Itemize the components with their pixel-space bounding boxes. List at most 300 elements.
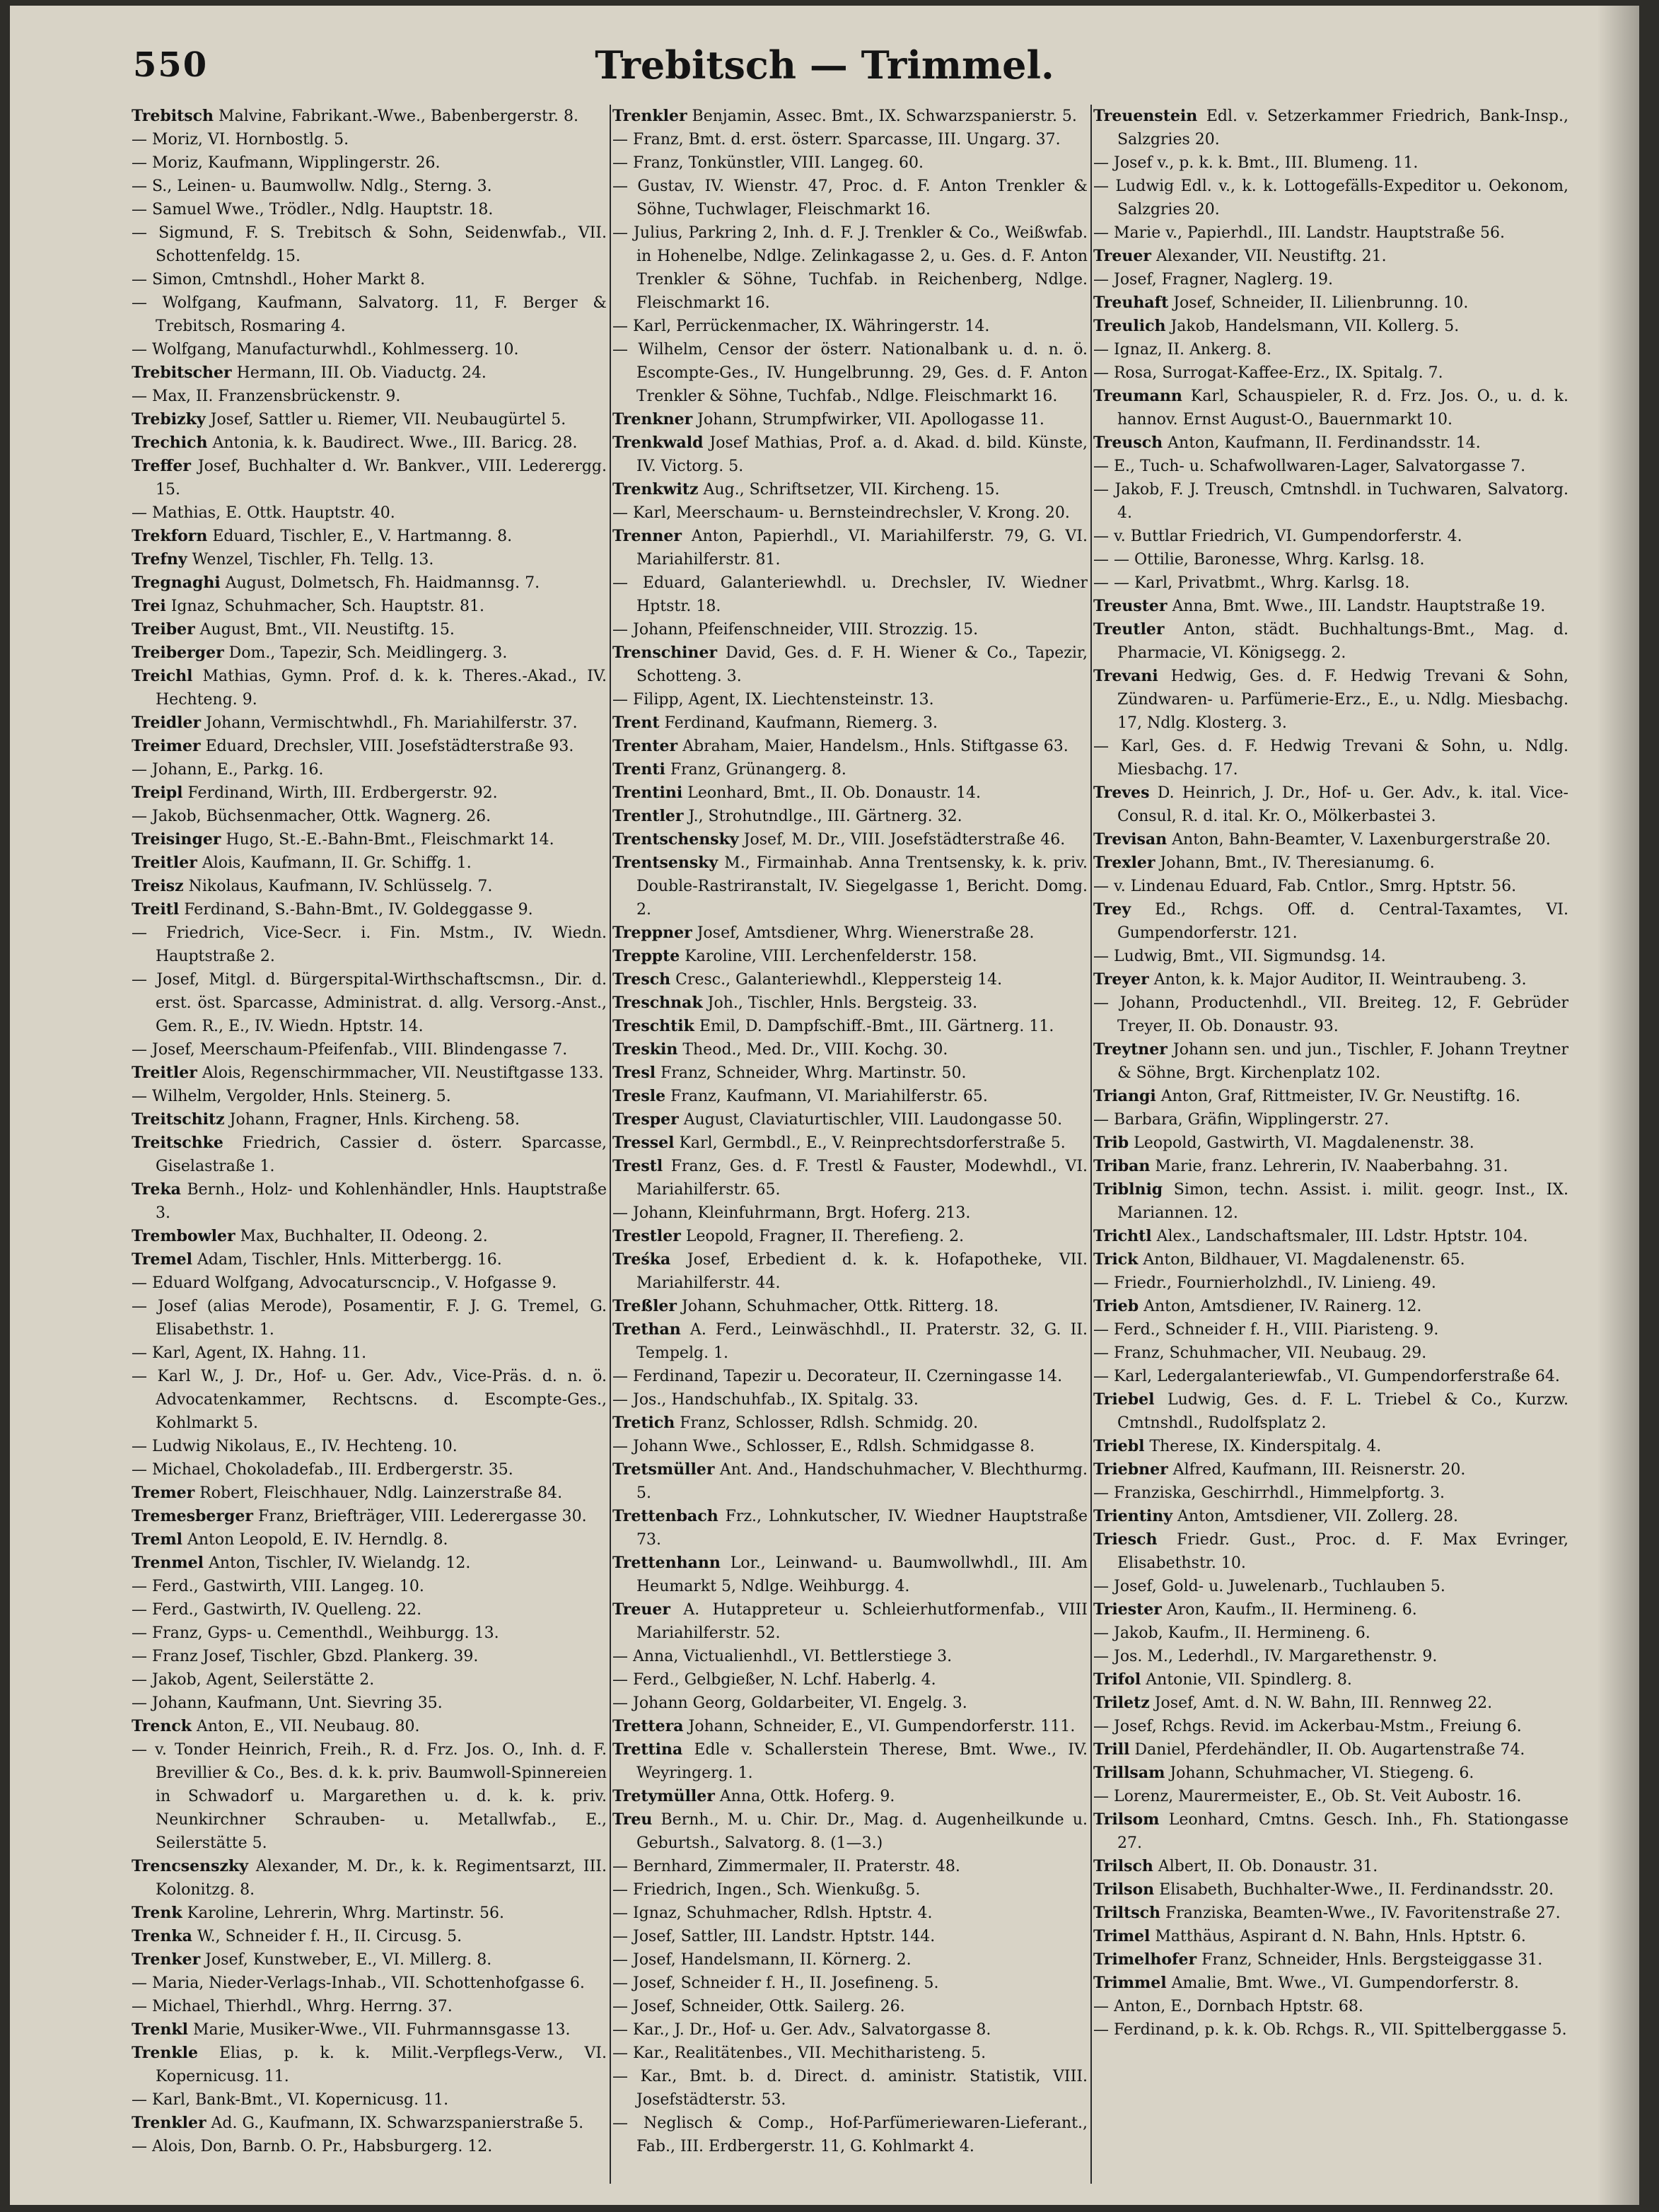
directory-entry [132, 2135, 607, 2158]
directory-entry [1093, 991, 1568, 1038]
entry-surname: Trick [1093, 1250, 1139, 1269]
entry-surname: Treuer [612, 1600, 670, 1619]
entry-surname: Triebel [1093, 1390, 1155, 1409]
directory-entry [612, 1225, 1088, 1248]
entry-details: — Barbara, Gräfin, Wipplingerstr. 27. [1093, 1111, 1390, 1129]
entry-surname: Trenkler [612, 107, 687, 125]
entry-surname: Trefny [132, 550, 187, 569]
directory-entry [1093, 968, 1568, 991]
entry-details: Friedr. Gust., Proc. d. F. Max Evringer, Elisabethstr. 10. [1117, 1531, 1568, 1572]
entry-details: Josef Mathias, Prof. a. d. Akad. d. bild. Künste, IV. Victorg. 5. [636, 434, 1088, 475]
directory-entry [612, 1972, 1088, 1995]
directory-entry [612, 1365, 1088, 1388]
entry-details: August, Bmt., VII. Neustiftg. 15. [194, 621, 455, 639]
page-number: 550 [133, 45, 209, 85]
entry-details: Marie, franz. Lehrerin, IV. Naaberbahng. 31. [1150, 1158, 1508, 1175]
directory-entry [612, 851, 1088, 921]
directory-entry [1093, 105, 1568, 151]
entry-details: — Friedr., Fournierholzhdl., IV. Linieng. 49. [1093, 1274, 1436, 1292]
entry-surname: Treves [1093, 784, 1150, 802]
entry-details: Hugo, St.-E.-Bahn-Bmt., Fleischmarkt 14. [221, 831, 554, 849]
directory-entry [1093, 1645, 1568, 1668]
entry-surname: Tresper [612, 1110, 679, 1129]
directory-entry [1093, 1972, 1568, 1995]
entry-details: — Rosa, Surrogat-Kaffee-Erz., IX. Spitalg. 7. [1093, 364, 1443, 382]
directory-entry [132, 431, 607, 455]
directory-entry [132, 1972, 607, 1995]
directory-entry [132, 1902, 607, 1925]
entry-details: — Franz, Tonkünstler, VIII. Langeg. 60. [612, 154, 924, 172]
directory-entry [612, 1715, 1088, 1738]
entry-details: — — Karl, Privatbmt., Whrg. Karlsg. 18. [1093, 574, 1410, 592]
entry-surname: Treutler [1093, 620, 1165, 639]
entry-surname: Trenka [132, 1927, 192, 1945]
entry-details: M., Firmainhab. Anna Trentsensky, k. k. priv. Double-Rastriranstalt, IV. Siegelgasse 1, Bericht. Domg. 2. [636, 854, 1088, 919]
entry-surname: Triester [1093, 1600, 1162, 1619]
directory-entry [612, 991, 1088, 1015]
entry-surname: Treppner [612, 924, 692, 942]
entry-details: — Karl, Agent, IX. Hahng. 11. [132, 1344, 367, 1362]
entry-details: — Franz, Gyps- u. Cementhdl., Weihburgg. 13. [132, 1624, 499, 1642]
entry-surname: Trettenhann [612, 1554, 721, 1572]
entry-surname: Triletz [1093, 1694, 1150, 1712]
entry-details: Bernh., Holz- und Kohlenhändler, Hnls. Hauptstraße 3. [156, 1181, 607, 1222]
entry-surname: Treitler [132, 854, 197, 872]
directory-entry [132, 1552, 607, 1575]
entry-details: — Jos. M., Lederhdl., IV. Margarethenstr. 9. [1093, 1648, 1438, 1665]
entry-details: — Jos., Handschuhfab., IX. Spitalg. 33. [612, 1391, 919, 1409]
directory-entry [132, 2112, 607, 2135]
entry-surname: Trilsch [1093, 1857, 1153, 1875]
entry-details: Joh., Tischler, Hnls. Bergsteig. 33. [702, 994, 978, 1012]
directory-entry [612, 1015, 1088, 1038]
directory-entry [612, 968, 1088, 991]
entry-details: — Josef, Meerschaum-Pfeifenfab., VIII. Blindengasse 7. [132, 1041, 568, 1059]
entry-details: — Jakob, Büchsenmacher, Ottk. Wagnerg. 26. [132, 808, 491, 825]
entry-details: Franz, Schneider, Whrg. Martinstr. 50. [656, 1064, 967, 1082]
entry-details: — Moriz, VI. Hornbostlg. 5. [132, 131, 349, 149]
entry-details: August, Dolmetsch, Fh. Haidmannsg. 7. [220, 574, 540, 592]
directory-entry [612, 1155, 1088, 1201]
entry-surname: Trenschiner [612, 644, 718, 662]
directory-entry [132, 758, 607, 781]
directory-entry [132, 1271, 607, 1295]
entry-details: — Franz, Schuhmacher, VII. Neubaug. 29. [1093, 1344, 1427, 1362]
entry-details: — Johann Georg, Goldarbeiter, VI. Engelg. 3. [612, 1694, 967, 1712]
directory-entry [612, 128, 1088, 151]
directory-entry [1093, 851, 1568, 875]
directory-entry [132, 781, 607, 805]
directory-entry [132, 1855, 607, 1902]
entry-surname: Treisinger [132, 830, 221, 849]
entry-details: Leopold, Fragner, II. Therefieng. 2. [680, 1228, 965, 1245]
entry-surname: Trestl [612, 1157, 663, 1175]
entry-details: Anton, städt. Buchhaltungs-Bmt., Mag. d. Pharmacie, VI. Königsegg. 2. [1117, 621, 1568, 662]
entry-surname: Trestler [612, 1227, 681, 1245]
directory-entry [1093, 1295, 1568, 1318]
directory-entry [132, 1131, 607, 1178]
entry-surname: Trilson [1093, 1880, 1155, 1899]
entry-details: — v. Buttlar Friedrich, VI. Gumpendorferstr. 4. [1093, 528, 1462, 545]
entry-surname: Trettera [612, 1717, 684, 1735]
entry-details: — Max, II. Franzensbrückenstr. 9. [132, 388, 401, 405]
directory-entry [612, 1388, 1088, 1411]
directory-entry [1093, 291, 1568, 315]
entry-details: Alois, Kaufmann, II. Gr. Schiffg. 1. [197, 854, 472, 872]
entry-details: — Ferd., Schneider f. H., VIII. Piaristeng. 9. [1093, 1321, 1439, 1339]
entry-details: — Ludwig, Bmt., VII. Sigmundsg. 14. [1093, 948, 1386, 965]
entry-surname: Treipl [132, 784, 183, 802]
entry-details: — Franz Josef, Tischler, Gbzd. Plankerg. 39. [132, 1648, 479, 1665]
directory-entry [612, 1995, 1088, 2018]
entry-surname: Trimelhofer [1093, 1950, 1197, 1969]
entry-details: Anton, Bildhauer, VI. Magdalenenstr. 65. [1138, 1251, 1465, 1269]
entry-surname: Treiberger [132, 644, 224, 662]
directory-entry [612, 1201, 1088, 1225]
directory-entry [612, 1692, 1088, 1715]
entry-details: — Ignaz, Schuhmacher, Rdlsh. Hptstr. 4. [612, 1904, 933, 1922]
entry-details: — Simon, Cmtnshdl., Hoher Markt 8. [132, 271, 426, 289]
entry-details: — Julius, Parkring 2, Inh. d. F. J. Trenkler & Co., Weißwfab. in Hohenelbe, Ndlge. Zelinkagasse 2, u. Ges. d. F. Anton Trenkler & Söhne, Tuchfab. in Reichenberg, Ndlge. Fleischmarkt 16. [612, 224, 1088, 312]
directory-entry [1093, 1155, 1568, 1178]
column-divider [610, 105, 611, 2184]
entry-surname: Trencsenszky [132, 1857, 249, 1875]
directory-entry [612, 828, 1088, 851]
directory-entry [132, 291, 607, 338]
entry-surname: Treusch [1093, 433, 1163, 452]
entry-details: Johann, Schuhmacher, Ottk. Ritterg. 18. [677, 1298, 999, 1315]
entry-details: Josef, M. Dr., VIII. Josefstädterstraße 46. [738, 831, 1066, 849]
entry-details: Anton, Papierhdl., VI. Mariahilferstr. 79, G. VI. Mariahilferstr. 81. [636, 528, 1088, 569]
entry-details: Alfred, Kaufmann, III. Reisnerstr. 20. [1168, 1461, 1466, 1479]
entry-details: Anna, Ottk. Hoferg. 9. [714, 1788, 895, 1805]
entry-details: — Anna, Victualienhdl., VI. Bettlerstiege 3. [612, 1648, 953, 1665]
directory-entry [132, 618, 607, 641]
entry-details: Max, Buchhalter, II. Odeong. 2. [235, 1228, 488, 1245]
column-1 [132, 105, 607, 2191]
directory-entry [1093, 525, 1568, 548]
directory-entry [1093, 1902, 1568, 1925]
entry-details: — — Ottilie, Baronesse, Whrg. Karlsg. 18. [1093, 551, 1425, 569]
directory-entry [132, 268, 607, 291]
entry-details: Cresc., Galanteriewhdl., Kleppersteig 14. [670, 971, 1003, 989]
directory-entry [132, 1528, 607, 1552]
directory-entry [132, 735, 607, 758]
directory-entry [132, 968, 607, 1038]
directory-entry [132, 898, 607, 921]
directory-entry [1093, 1528, 1568, 1575]
entry-surname: Tregnaghi [132, 574, 221, 592]
entry-details: David, Ges. d. F. H. Wiener & Co., Tapezir, Schotteng. 3. [636, 644, 1088, 685]
directory-entry [1093, 945, 1568, 968]
entry-details: — Franziska, Geschirrhdl., Himmelpfortg. 3. [1093, 1484, 1445, 1502]
directory-entry [1093, 1738, 1568, 1762]
entry-details: — v. Lindenau Eduard, Fab. Cntlor., Smrg. Hptstr. 56. [1093, 878, 1517, 895]
entry-details: — Wolfgang, Kaufmann, Salvatorg. 11, F. Berger & Trebitsch, Rosmaring 4. [132, 294, 607, 335]
entry-details: — Johann, Kaufmann, Unt. Sievring 35. [132, 1694, 443, 1712]
directory-entry [1093, 1131, 1568, 1155]
directory-entry [132, 1435, 607, 1458]
directory-entry [132, 1178, 607, 1225]
directory-entry [1093, 1925, 1568, 1948]
directory-entry [612, 1061, 1088, 1085]
entry-surname: Treśka [612, 1250, 671, 1269]
entry-surname: Trentini [612, 784, 683, 802]
directory-entry [612, 641, 1088, 688]
entry-surname: Trebizky [132, 410, 206, 429]
directory-entry [132, 1085, 607, 1108]
directory-entry [132, 1482, 607, 1505]
entry-details: — Josef, Gold- u. Juwelenarb., Tuchlauben 5. [1093, 1578, 1445, 1595]
entry-details: — Mathias, E. Ottk. Hauptstr. 40. [132, 504, 395, 522]
directory-entry [1093, 1622, 1568, 1645]
entry-details: Antonie, VII. Spindlerg. 8. [1141, 1671, 1352, 1689]
entry-details: Anton, E., VII. Neubaug. 80. [192, 1718, 420, 1735]
directory-entry [612, 1878, 1088, 1902]
directory-entry [612, 1598, 1088, 1645]
directory-entry [612, 1902, 1088, 1925]
directory-entry [1093, 1505, 1568, 1528]
directory-entry [1093, 875, 1568, 898]
entry-surname: Treisz [132, 877, 184, 895]
entry-details: Frz., Lohnkutscher, IV. Wiedner Hauptstraße 73. [636, 1508, 1088, 1549]
directory-entry [1093, 385, 1568, 431]
entry-surname: Tresch [612, 970, 671, 989]
entry-details: Anton, Kaufmann, II. Ferdinandsstr. 14. [1163, 434, 1481, 452]
entry-details: Franziska, Beamten-Wwe., IV. Favoritenstraße 27. [1160, 1904, 1561, 1922]
directory-entry [612, 338, 1088, 408]
entry-surname: Trevani [1093, 667, 1158, 685]
directory-entry [1093, 1855, 1568, 1878]
directory-entry [132, 595, 607, 618]
directory-entry [132, 805, 607, 828]
entry-details: — Ludwig Edl. v., k. k. Lottogefälls-Expeditor u. Oekonom, Salzgries 20. [1093, 177, 1568, 219]
directory-entry [132, 1575, 607, 1598]
entry-details: D. Heinrich, J. Dr., Hof- u. Ger. Adv., k. ital. Vice-Consul, R. d. ital. Kr. O., Mölkerbastei 3. [1117, 784, 1568, 825]
entry-details: Marie, Musiker-Wwe., VII. Fuhrmannsgasse 13. [187, 2021, 571, 2039]
directory-entry [612, 1108, 1088, 1131]
entry-surname: Triban [1093, 1157, 1151, 1175]
directory-entry [612, 1552, 1088, 1598]
entry-surname: Trib [1093, 1134, 1129, 1152]
entry-details: Albert, II. Ob. Donaustr. 31. [1153, 1858, 1378, 1875]
directory-entry [132, 385, 607, 408]
entry-details: Ed., Rchgs. Off. d. Central-Taxamtes, VI. Gumpendorferstr. 121. [1117, 901, 1568, 942]
directory-entry [132, 1925, 607, 1948]
entry-details: Emil, D. Dampfschiff.-Bmt., III. Gärtnerg. 11. [694, 1018, 1054, 1035]
entry-surname: Treimer [132, 737, 201, 755]
entry-details: — E., Tuch- u. Schafwollwaren-Lager, Salvatorgasse 7. [1093, 458, 1526, 475]
directory-entry [132, 1108, 607, 1131]
directory-entry [612, 688, 1088, 711]
entry-surname: Trethan [612, 1320, 681, 1339]
directory-entry [132, 175, 607, 198]
entry-surname: Trenti [612, 760, 665, 779]
entry-details: Hermann, III. Ob. Viaductg. 24. [231, 364, 487, 382]
entry-details: Karl, Schauspieler, R. d. Frz. Jos. O., u. d. k. hannov. Ernst August-O., Bauernmarkt 10. [1117, 388, 1568, 429]
entry-details: Malvine, Fabrikant.-Wwe., Babenbergerstr. 8. [214, 107, 579, 125]
directory-entry [132, 105, 607, 128]
directory-entry [132, 2088, 607, 2112]
entry-details: — Johann Wwe., Schlosser, E., Rdlsh. Schmidgasse 8. [612, 1438, 1035, 1455]
directory-entry [612, 781, 1088, 805]
directory-entry [132, 151, 607, 175]
entry-details: Abraham, Maier, Handelsm., Hnls. Stiftgasse 63. [677, 738, 1069, 755]
entry-surname: Treidler [132, 714, 202, 732]
directory-entry [1093, 571, 1568, 595]
directory-entry [1093, 151, 1568, 175]
directory-entry [612, 618, 1088, 641]
entry-surname: Treppte [612, 947, 680, 965]
directory-entry [612, 1038, 1088, 1061]
entry-surname: Trebitsch [132, 107, 214, 125]
entry-details: — Ferd., Gastwirth, VIII. Langeg. 10. [132, 1578, 424, 1595]
entry-surname: Trenkwald [612, 433, 704, 452]
directory-entry [1093, 548, 1568, 571]
entry-surname: Trenner [612, 527, 682, 545]
directory-entry [132, 1505, 607, 1528]
entry-details: — Gustav, IV. Wienstr. 47, Proc. d. F. Anton Trenkler & Söhne, Tuchwlager, Fleischmarkt 16. [612, 177, 1088, 219]
entry-details: Josef, Schneider, II. Lilienbrunng. 10. [1168, 294, 1469, 312]
directory-entry [132, 221, 607, 268]
entry-details: Lor., Leinwand- u. Baumwollwhdl., III. Am Heumarkt 5, Ndlge. Weihburgg. 4. [636, 1554, 1088, 1595]
entry-details: — Ludwig Nikolaus, E., IV. Hechteng. 10. [132, 1438, 458, 1455]
entry-surname: Treuster [1093, 597, 1168, 615]
column-3 [1093, 105, 1568, 2191]
directory-entry [612, 2112, 1088, 2158]
directory-entry [132, 828, 607, 851]
entry-details: — Josef, Sattler, III. Landstr. Hptstr. 144. [612, 1928, 936, 1945]
entry-surname: Treml [132, 1530, 182, 1549]
entry-surname: Treichl [132, 667, 193, 685]
directory-entry [612, 175, 1088, 221]
entry-details: Theod., Med. Dr., VIII. Kochg. 30. [677, 1041, 948, 1059]
entry-surname: Trei [132, 597, 166, 615]
directory-entry [1093, 1318, 1568, 1341]
running-head: Trebitsch — Trimmel. [595, 42, 1054, 88]
directory-entry [612, 1948, 1088, 1972]
directory-entry [1093, 1248, 1568, 1271]
directory-entry [1093, 478, 1568, 525]
directory-entry [612, 1738, 1088, 1785]
entry-details: Nikolaus, Kaufmann, IV. Schlüsselg. 7. [183, 878, 493, 895]
entry-details: Simon, techn. Assist. i. milit. geogr. Inst., IX. Mariannen. 12. [1117, 1181, 1568, 1222]
directory-entry [1093, 1948, 1568, 1972]
entry-surname: Trifol [1093, 1670, 1141, 1689]
directory-entry [132, 501, 607, 525]
entry-details: — Moriz, Kaufmann, Wipplingerstr. 26. [132, 154, 441, 172]
entry-surname: Treßler [612, 1297, 677, 1315]
entry-details: — Karl, Ges. d. F. Hedwig Trevani & Sohn, u. Ndlg. Miesbachg. 17. [1093, 738, 1568, 779]
entry-details: Anton, k. k. Major Auditor, II. Weintraubeng. 3. [1148, 971, 1527, 989]
entry-details: A. Ferd., Leinwäschhdl., II. Praterstr. 32, G. II. Tempelg. 1. [636, 1321, 1088, 1362]
entry-surname: Treitschitz [132, 1110, 225, 1129]
directory-entry [1093, 1715, 1568, 1738]
directory-entry [1093, 245, 1568, 268]
directory-entry [612, 525, 1088, 571]
entry-details: Bernh., M. u. Chir. Dr., Mag. d. Augenheilkunde u. Geburtsh., Salvatorg. 8. (1—3.) [636, 1811, 1088, 1852]
directory-entry [1093, 2018, 1568, 2042]
directory-entry [132, 1295, 607, 1341]
directory-entry [132, 571, 607, 595]
entry-surname: Trey [1093, 900, 1131, 919]
directory-entry [1093, 1341, 1568, 1365]
entry-details: — Ferd., Gelbgießer, N. Lchf. Haberlg. 4. [612, 1671, 936, 1689]
entry-details: Aug., Schriftsetzer, VII. Kircheng. 15. [698, 481, 1000, 499]
directory-entry [612, 1411, 1088, 1435]
directory-entry [132, 1061, 607, 1085]
directory-entry [1093, 1878, 1568, 1902]
directory-entry [132, 2042, 607, 2088]
entry-details: — Michael, Chokoladefab., III. Erdbergerstr. 35. [132, 1461, 513, 1479]
directory-entry [132, 1341, 607, 1365]
directory-entry [1093, 618, 1568, 665]
entry-details: — Maria, Nieder-Verlags-Inhab., VII. Schottenhofgasse 6. [132, 1974, 585, 1992]
directory-entry [1093, 1808, 1568, 1855]
entry-details: — Josef, Handelsmann, II. Körnerg. 2. [612, 1951, 912, 1969]
entry-details: — Kar., Realitätenbes., VII. Mechitharisteng. 5. [612, 2044, 986, 2062]
entry-details: Leopold, Gastwirth, VI. Magdalenenstr. 38. [1129, 1134, 1474, 1152]
directory-entry [132, 1225, 607, 1248]
entry-details: Johann sen. und jun., Tischler, F. Johann Treytner & Söhne, Brgt. Kirchenplatz 102. [1117, 1041, 1568, 1082]
entry-details: — Samuel Wwe., Trödler., Ndlg. Hauptstr. 18. [132, 201, 494, 219]
directory-entry [1093, 898, 1568, 945]
entry-details: — Josef, Fragner, Naglerg. 19. [1093, 271, 1334, 289]
entry-details: W., Schneider f. H., II. Circusg. 5. [192, 1928, 462, 1945]
directory-entry [612, 1131, 1088, 1155]
column-divider [1090, 105, 1092, 2184]
entry-details: Therese, IX. Kinderspitalg. 4. [1144, 1438, 1382, 1455]
entry-details: — Wilhelm, Censor der österr. Nationalbank u. d. n. ö. Escompte-Ges., IV. Hungelbrunng. 29, Ges. d. F. Anton Trenkler & Söhne, Tuchfab., Ndlge. Fleischmarkt 16. [612, 341, 1088, 405]
entry-surname: Treuenstein [1093, 107, 1198, 125]
directory-entry [132, 455, 607, 501]
entry-details: Wenzel, Tischler, Fh. Tellg. 13. [187, 551, 434, 569]
entry-surname: Trexler [1093, 854, 1156, 872]
entry-details: Benjamin, Assec. Bmt., IX. Schwarzspanierstr. 5. [687, 107, 1077, 125]
entry-surname: Tremel [132, 1250, 192, 1269]
entry-surname: Treulich [1093, 317, 1166, 335]
entry-surname: Trenker [132, 1950, 201, 1969]
entry-surname: Treuer [1093, 247, 1151, 265]
entry-surname: Treitschke [132, 1134, 223, 1152]
entry-details: — Ignaz, II. Ankerg. 8. [1093, 341, 1271, 359]
entry-details: — S., Leinen- u. Baumwollw. Ndlg., Sterng. 3. [132, 177, 492, 195]
entry-details: J., Strohutndlge., III. Gärtnerg. 32. [683, 808, 962, 825]
entry-details: Elias, p. k. k. Milit.-Verpflegs-Verw., VI. Kopernicusg. 11. [156, 2044, 607, 2085]
directory-entry [612, 1248, 1088, 1295]
entry-surname: Trenkwitz [612, 480, 699, 499]
entry-details: Ludwig, Ges. d. F. L. Triebel & Co., Kurzw. Cmtnshdl., Rudolfsplatz 2. [1117, 1391, 1568, 1432]
entry-details: — Johann, Kleinfuhrmann, Brgt. Hoferg. 213. [612, 1204, 971, 1222]
directory-entry [612, 571, 1088, 618]
entry-surname: Trimmel [1093, 1974, 1167, 1992]
entry-surname: Trieb [1093, 1297, 1139, 1315]
directory-entry [612, 1505, 1088, 1552]
directory-entry [1093, 665, 1568, 735]
entry-surname: Trettenbach [612, 1507, 718, 1525]
directory-entry [1093, 1178, 1568, 1225]
entry-details: Ad. G., Kaufmann, IX. Schwarzspanierstraße 5. [206, 2114, 584, 2132]
directory-entry [612, 1645, 1088, 1668]
entry-surname: Treffer [132, 457, 192, 475]
directory-entry [1093, 361, 1568, 385]
entry-surname: Trenkl [132, 2020, 188, 2039]
entry-details: — Eduard, Galanteriewhdl. u. Drechsler, IV. Wiedner Hptstr. 18. [612, 574, 1088, 615]
entry-details: Johann, Bmt., IV. Theresianumg. 6. [1155, 854, 1435, 872]
directory-entry [132, 1458, 607, 1482]
directory-entry [132, 198, 607, 221]
entry-details: Robert, Fleischhauer, Ndlg. Lainzerstraße 84. [194, 1484, 563, 1502]
